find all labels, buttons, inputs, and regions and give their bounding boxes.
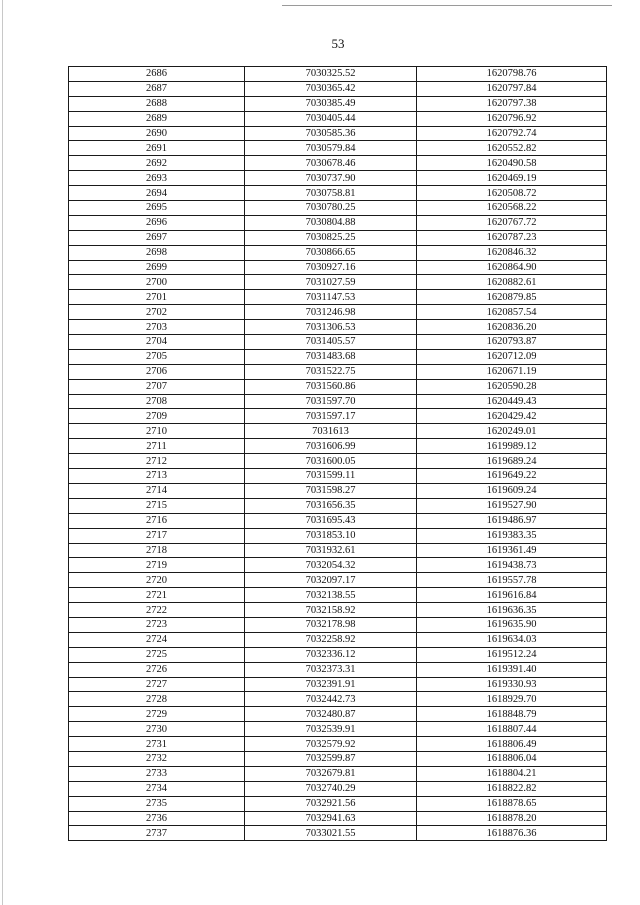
y-coordinate-cell: 1619609.24 <box>417 483 607 498</box>
point-number-cell: 2728 <box>69 692 245 707</box>
table-row <box>69 156 607 171</box>
x-coordinate-cell: 7032599.87 <box>245 751 417 766</box>
table-row <box>69 469 607 484</box>
x-coordinate-cell: 7032158.92 <box>245 603 417 618</box>
point-number-cell: 2724 <box>69 632 245 647</box>
y-coordinate-cell: 1619635.90 <box>417 617 607 632</box>
point-number-cell: 2737 <box>69 826 245 841</box>
point-number-cell: 2696 <box>69 215 245 230</box>
point-number-cell: 2695 <box>69 201 245 216</box>
point-number-cell: 2687 <box>69 81 245 96</box>
y-coordinate-cell: 1620552.82 <box>417 141 607 156</box>
x-coordinate-cell: 7032258.92 <box>245 632 417 647</box>
x-coordinate-cell: 7031560.86 <box>245 379 417 394</box>
x-coordinate-cell: 7031598.27 <box>245 483 417 498</box>
x-coordinate-cell: 7032336.12 <box>245 647 417 662</box>
table-row <box>69 528 607 543</box>
y-coordinate-cell: 1620469.19 <box>417 171 607 186</box>
table-row <box>69 305 607 320</box>
x-coordinate-cell: 7032442.73 <box>245 692 417 707</box>
table-row <box>69 394 607 409</box>
x-coordinate-cell: 7030385.49 <box>245 96 417 111</box>
point-number-cell: 2719 <box>69 558 245 573</box>
x-coordinate-cell: 7030325.52 <box>245 67 417 82</box>
table-row <box>69 290 607 305</box>
point-number-cell: 2731 <box>69 737 245 752</box>
point-number-cell: 2727 <box>69 677 245 692</box>
point-number-cell: 2734 <box>69 781 245 796</box>
point-number-cell: 2732 <box>69 751 245 766</box>
point-number-cell: 2706 <box>69 364 245 379</box>
table-row <box>69 201 607 216</box>
x-coordinate-cell: 7030866.65 <box>245 245 417 260</box>
y-coordinate-cell: 1620449.43 <box>417 394 607 409</box>
point-number-cell: 2708 <box>69 394 245 409</box>
table-row <box>69 662 607 677</box>
y-coordinate-cell: 1619330.93 <box>417 677 607 692</box>
point-number-cell: 2722 <box>69 603 245 618</box>
scan-edge-line <box>2 0 3 905</box>
table-row <box>69 766 607 781</box>
table-row <box>69 379 607 394</box>
x-coordinate-cell: 7031695.43 <box>245 513 417 528</box>
y-coordinate-cell: 1618806.49 <box>417 737 607 752</box>
y-coordinate-cell: 1619689.24 <box>417 454 607 469</box>
table-row <box>69 632 607 647</box>
y-coordinate-cell: 1618807.44 <box>417 722 607 737</box>
x-coordinate-cell: 7031027.59 <box>245 275 417 290</box>
y-coordinate-cell: 1620712.09 <box>417 349 607 364</box>
y-coordinate-cell: 1620796.92 <box>417 111 607 126</box>
point-number-cell: 2723 <box>69 617 245 632</box>
y-coordinate-cell: 1619636.35 <box>417 603 607 618</box>
table-row <box>69 811 607 826</box>
y-coordinate-cell: 1620857.54 <box>417 305 607 320</box>
table-row <box>69 439 607 454</box>
table-row <box>69 349 607 364</box>
x-coordinate-cell: 7032941.63 <box>245 811 417 826</box>
table-row <box>69 81 607 96</box>
x-coordinate-cell: 7032539.91 <box>245 722 417 737</box>
y-coordinate-cell: 1619557.78 <box>417 573 607 588</box>
table-row <box>69 409 607 424</box>
table-row <box>69 588 607 603</box>
y-coordinate-cell: 1619383.35 <box>417 528 607 543</box>
x-coordinate-cell: 7031656.35 <box>245 498 417 513</box>
table-row <box>69 96 607 111</box>
x-coordinate-cell: 7030678.46 <box>245 156 417 171</box>
x-coordinate-cell: 7031932.61 <box>245 543 417 558</box>
table-row <box>69 781 607 796</box>
y-coordinate-cell: 1618822.82 <box>417 781 607 796</box>
y-coordinate-cell: 1620568.22 <box>417 201 607 216</box>
x-coordinate-cell: 7032373.31 <box>245 662 417 677</box>
y-coordinate-cell: 1620792.74 <box>417 126 607 141</box>
table-row <box>69 424 607 439</box>
point-number-cell: 2697 <box>69 230 245 245</box>
y-coordinate-cell: 1620882.61 <box>417 275 607 290</box>
table-row <box>69 707 607 722</box>
x-coordinate-cell: 7030579.84 <box>245 141 417 156</box>
point-number-cell: 2698 <box>69 245 245 260</box>
y-coordinate-cell: 1619361.49 <box>417 543 607 558</box>
y-coordinate-cell: 1619438.73 <box>417 558 607 573</box>
point-number-cell: 2715 <box>69 498 245 513</box>
x-coordinate-cell: 7031405.57 <box>245 335 417 350</box>
coordinates-table <box>68 66 607 841</box>
point-number-cell: 2725 <box>69 647 245 662</box>
table-row <box>69 186 607 201</box>
point-number-cell: 2717 <box>69 528 245 543</box>
point-number-cell: 2720 <box>69 573 245 588</box>
point-number-cell: 2701 <box>69 290 245 305</box>
table-row <box>69 543 607 558</box>
y-coordinate-cell: 1620490.58 <box>417 156 607 171</box>
y-coordinate-cell: 1620798.76 <box>417 67 607 82</box>
x-coordinate-cell: 7031306.53 <box>245 320 417 335</box>
table-row <box>69 677 607 692</box>
x-coordinate-cell: 7032921.56 <box>245 796 417 811</box>
x-coordinate-cell: 7031522.75 <box>245 364 417 379</box>
y-coordinate-cell: 1620846.32 <box>417 245 607 260</box>
table-row <box>69 111 607 126</box>
point-number-cell: 2733 <box>69 766 245 781</box>
x-coordinate-cell: 7030405.44 <box>245 111 417 126</box>
point-number-cell: 2700 <box>69 275 245 290</box>
y-coordinate-cell: 1620671.19 <box>417 364 607 379</box>
y-coordinate-cell: 1619989.12 <box>417 439 607 454</box>
x-coordinate-cell: 7030365.42 <box>245 81 417 96</box>
x-coordinate-cell: 7031246.98 <box>245 305 417 320</box>
y-coordinate-cell: 1618878.65 <box>417 796 607 811</box>
x-coordinate-cell: 7031597.17 <box>245 409 417 424</box>
point-number-cell: 2710 <box>69 424 245 439</box>
x-coordinate-cell: 7032054.32 <box>245 558 417 573</box>
point-number-cell: 2699 <box>69 260 245 275</box>
y-coordinate-cell: 1619391.40 <box>417 662 607 677</box>
point-number-cell: 2704 <box>69 335 245 350</box>
x-coordinate-cell: 7030737.90 <box>245 171 417 186</box>
page-number: 53 <box>331 36 345 51</box>
y-coordinate-cell: 1619486.97 <box>417 513 607 528</box>
x-coordinate-cell: 7032391.91 <box>245 677 417 692</box>
x-coordinate-cell: 7032097.17 <box>245 573 417 588</box>
y-coordinate-cell: 1620249.01 <box>417 424 607 439</box>
table-row <box>69 245 607 260</box>
table-row <box>69 692 607 707</box>
x-coordinate-cell: 7031597.70 <box>245 394 417 409</box>
table-row <box>69 573 607 588</box>
x-coordinate-cell: 7032679.81 <box>245 766 417 781</box>
point-number-cell: 2686 <box>69 67 245 82</box>
y-coordinate-cell: 1620767.72 <box>417 215 607 230</box>
point-number-cell: 2693 <box>69 171 245 186</box>
x-coordinate-cell: 7033021.55 <box>245 826 417 841</box>
point-number-cell: 2707 <box>69 379 245 394</box>
table-row <box>69 364 607 379</box>
point-number-cell: 2709 <box>69 409 245 424</box>
table-row <box>69 67 607 82</box>
point-number-cell: 2692 <box>69 156 245 171</box>
x-coordinate-cell: 7031599.11 <box>245 469 417 484</box>
table-row <box>69 796 607 811</box>
x-coordinate-cell: 7030585.36 <box>245 126 417 141</box>
y-coordinate-cell: 1620864.90 <box>417 260 607 275</box>
y-coordinate-cell: 1618876.36 <box>417 826 607 841</box>
x-coordinate-cell: 7032579.92 <box>245 737 417 752</box>
table-row <box>69 647 607 662</box>
table-row <box>69 617 607 632</box>
y-coordinate-cell: 1618806.04 <box>417 751 607 766</box>
table-row <box>69 171 607 186</box>
table-row <box>69 230 607 245</box>
x-coordinate-cell: 7032480.87 <box>245 707 417 722</box>
table-row <box>69 603 607 618</box>
point-number-cell: 2691 <box>69 141 245 156</box>
x-coordinate-cell: 7031147.53 <box>245 290 417 305</box>
point-number-cell: 2712 <box>69 454 245 469</box>
point-number-cell: 2694 <box>69 186 245 201</box>
table-row <box>69 320 607 335</box>
y-coordinate-cell: 1619527.90 <box>417 498 607 513</box>
table-row <box>69 722 607 737</box>
y-coordinate-cell: 1619512.24 <box>417 647 607 662</box>
y-coordinate-cell: 1620429.42 <box>417 409 607 424</box>
table-row <box>69 826 607 841</box>
x-coordinate-cell: 7030804.88 <box>245 215 417 230</box>
x-coordinate-cell: 7030927.16 <box>245 260 417 275</box>
point-number-cell: 2729 <box>69 707 245 722</box>
y-coordinate-cell: 1618848.79 <box>417 707 607 722</box>
point-number-cell: 2716 <box>69 513 245 528</box>
table-row <box>69 513 607 528</box>
y-coordinate-cell: 1620879.85 <box>417 290 607 305</box>
y-coordinate-cell: 1618929.70 <box>417 692 607 707</box>
table-row <box>69 335 607 350</box>
point-number-cell: 2688 <box>69 96 245 111</box>
y-coordinate-cell: 1618804.21 <box>417 766 607 781</box>
point-number-cell: 2711 <box>69 439 245 454</box>
x-coordinate-cell: 7031853.10 <box>245 528 417 543</box>
y-coordinate-cell: 1620793.87 <box>417 335 607 350</box>
y-coordinate-cell: 1619634.03 <box>417 632 607 647</box>
x-coordinate-cell: 7031600.05 <box>245 454 417 469</box>
table-row <box>69 260 607 275</box>
y-coordinate-cell: 1619616.84 <box>417 588 607 603</box>
x-coordinate-cell: 7032740.29 <box>245 781 417 796</box>
y-coordinate-cell: 1618878.20 <box>417 811 607 826</box>
point-number-cell: 2714 <box>69 483 245 498</box>
point-number-cell: 2736 <box>69 811 245 826</box>
point-number-cell: 2705 <box>69 349 245 364</box>
y-coordinate-cell: 1620797.84 <box>417 81 607 96</box>
x-coordinate-cell: 7030780.25 <box>245 201 417 216</box>
point-number-cell: 2721 <box>69 588 245 603</box>
point-number-cell: 2730 <box>69 722 245 737</box>
y-coordinate-cell: 1620787.23 <box>417 230 607 245</box>
point-number-cell: 2702 <box>69 305 245 320</box>
table-row <box>69 751 607 766</box>
x-coordinate-cell: 7031483.68 <box>245 349 417 364</box>
y-coordinate-cell: 1619649.22 <box>417 469 607 484</box>
table-row <box>69 498 607 513</box>
point-number-cell: 2690 <box>69 126 245 141</box>
table-row <box>69 558 607 573</box>
point-number-cell: 2735 <box>69 796 245 811</box>
x-coordinate-cell: 7030825.25 <box>245 230 417 245</box>
point-number-cell: 2718 <box>69 543 245 558</box>
table-row <box>69 454 607 469</box>
coordinates-table-body <box>69 67 607 841</box>
table-row <box>69 275 607 290</box>
y-coordinate-cell: 1620797.38 <box>417 96 607 111</box>
table-row <box>69 215 607 230</box>
point-number-cell: 2713 <box>69 469 245 484</box>
point-number-cell: 2726 <box>69 662 245 677</box>
table-row <box>69 141 607 156</box>
table-row <box>69 126 607 141</box>
x-coordinate-cell: 7032178.98 <box>245 617 417 632</box>
y-coordinate-cell: 1620508.72 <box>417 186 607 201</box>
table-row <box>69 483 607 498</box>
x-coordinate-cell: 7031606.99 <box>245 439 417 454</box>
table-row <box>69 737 607 752</box>
point-number-cell: 2689 <box>69 111 245 126</box>
x-coordinate-cell: 7031613 <box>245 424 417 439</box>
x-coordinate-cell: 7030758.81 <box>245 186 417 201</box>
y-coordinate-cell: 1620836.20 <box>417 320 607 335</box>
y-coordinate-cell: 1620590.28 <box>417 379 607 394</box>
x-coordinate-cell: 7032138.55 <box>245 588 417 603</box>
top-rule <box>282 5 612 6</box>
point-number-cell: 2703 <box>69 320 245 335</box>
